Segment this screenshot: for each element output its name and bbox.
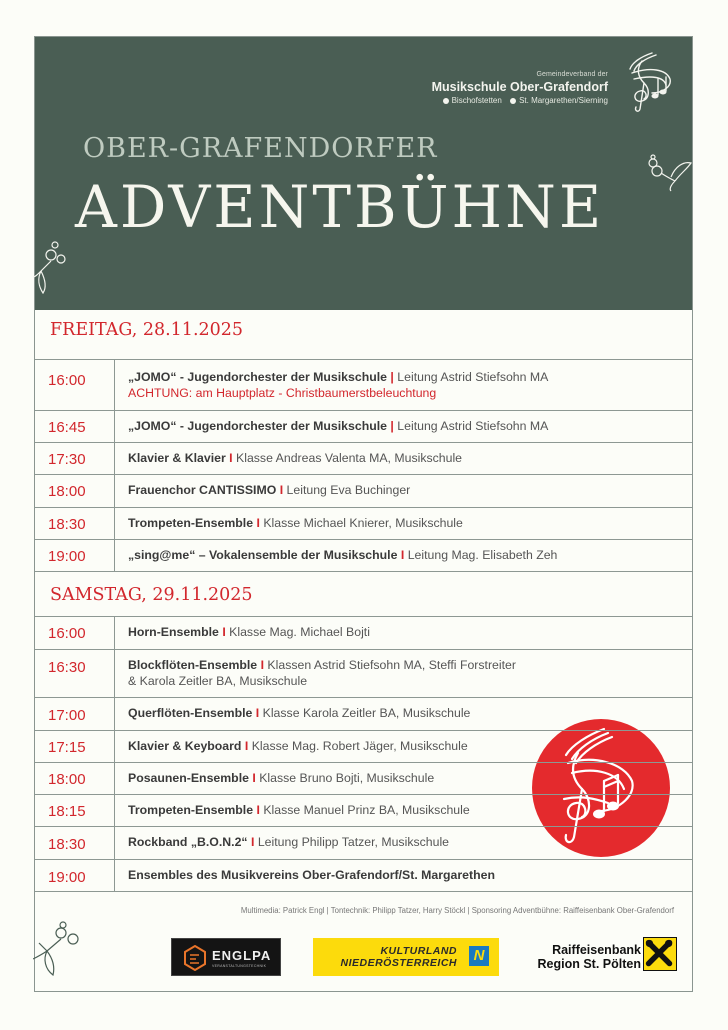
event-name: Frauenchor CANTISSIMO [128, 483, 277, 497]
event-name: „JOMO“ - Jugendorchester der Musikschule [128, 370, 387, 384]
separator: I [251, 835, 255, 849]
raiffeisen-text [538, 943, 641, 971]
table-row [35, 442, 692, 474]
event-time: 19:00 [35, 860, 115, 891]
table-row [35, 507, 692, 539]
event-detail: Klasse Mag. Robert Jäger, Musikschule [251, 739, 468, 753]
event-time: 18:00 [35, 763, 115, 794]
poster-frame [34, 36, 693, 992]
event-time: 17:15 [35, 731, 115, 762]
org-place-2: St. Margarethen/Sierning [519, 96, 608, 105]
event-detail: Klasse Karola Zeitler BA, Musikschule [262, 706, 471, 720]
event-detail: Leitung Mag. Elisabeth Zeh [407, 548, 558, 562]
kulturland-line-1: KULTURLAND [380, 945, 457, 957]
event-description [128, 763, 682, 786]
separator: | [390, 419, 394, 433]
event-detail: Klasse Bruno Bojti, Musikschule [259, 771, 435, 785]
event-time: 18:00 [35, 475, 115, 507]
raiffeisen-line-1: Raiffeisenbank [552, 943, 641, 957]
separator: I [260, 658, 264, 672]
event-name: Trompeten-Ensemble [128, 803, 254, 817]
bullet-icon [443, 98, 449, 104]
event-time: 16:30 [35, 650, 115, 697]
event-name: Horn-Ensemble [128, 625, 219, 639]
event-description [128, 827, 682, 850]
event-time: 18:30 [35, 827, 115, 859]
mistletoe-branch-icon [647, 153, 693, 193]
event-time: 19:00 [35, 540, 115, 571]
table-row [35, 649, 692, 697]
event-description [128, 540, 682, 563]
event-detail: Klasse Andreas Valenta MA, Musikschule [236, 451, 463, 465]
event-detail: Leitung Astrid Stiefsohn MA [397, 419, 549, 433]
kulturland-line-2: NIEDERÖSTERREICH [340, 957, 457, 969]
table-row [35, 762, 692, 794]
bullet-icon [510, 98, 516, 104]
event-detail: Leitung Eva Buchinger [286, 483, 411, 497]
event-description [128, 411, 682, 434]
org-prefix: Gemeindeverband der [536, 71, 608, 78]
event-description [128, 731, 682, 754]
separator: I [256, 803, 260, 817]
event-detail-line-2: & Karola Zeitler BA, Musikschule [128, 674, 308, 688]
event-description [128, 860, 682, 883]
noe-mark-icon: N [469, 946, 489, 966]
table-row [35, 859, 692, 892]
event-name: Klavier & Klavier [128, 451, 226, 465]
event-name: Ensembles des Musikvereins Ober-Grafendorf/St. Margarethen [128, 868, 495, 882]
day-title: SAMSTAG, 29.11.2025 [50, 585, 253, 605]
event-description [128, 650, 682, 689]
event-detail: Klassen Astrid Stiefsohn MA, Steffi Forstreiter [267, 658, 516, 672]
raiffeisen-line-2: Region St. Pölten [537, 957, 641, 971]
event-time: 16:45 [35, 411, 115, 442]
org-places [432, 96, 608, 105]
englpa-tagline: VERANSTALTUNGSTECHNIK [212, 964, 267, 968]
event-description [128, 360, 682, 401]
separator: I [255, 706, 260, 720]
event-detail: Klasse Manuel Prinz BA, Musikschule [263, 803, 470, 817]
table-row [35, 794, 692, 826]
day-title: FREITAG, 28.11.2025 [50, 320, 244, 340]
event-name: Querflöten-Ensemble [128, 706, 253, 720]
table-row [35, 826, 692, 859]
event-detail: Klasse Michael Knierer, Musikschule [263, 516, 463, 530]
table-row [35, 697, 692, 730]
separator: I [279, 483, 284, 497]
separator: I [256, 516, 260, 530]
mistletoe-branch-icon [33, 237, 67, 297]
raiffeisen-gable-cross-icon [643, 937, 677, 971]
event-description [128, 698, 682, 721]
poster-header [35, 37, 692, 310]
separator: I [252, 771, 256, 785]
event-detail: Leitung Astrid Stiefsohn MA [397, 370, 549, 384]
event-time: 16:00 [35, 360, 115, 410]
table-row [35, 539, 692, 572]
event-time: 18:15 [35, 795, 115, 826]
separator: I [229, 451, 233, 465]
table-row [35, 474, 692, 507]
music-school-org [432, 71, 608, 105]
separator: I [222, 625, 226, 639]
sponsor-logo-englpa [171, 938, 281, 976]
englpa-hex-icon [184, 945, 206, 971]
event-time: 17:00 [35, 698, 115, 730]
table-row [35, 359, 692, 410]
event-description [128, 795, 682, 818]
englpa-name: ENGLPA [212, 948, 272, 963]
event-detail: Klasse Mag. Michael Bojti [229, 625, 370, 639]
event-description [128, 475, 682, 498]
page-title: ADVENTBÜHNE [75, 173, 605, 241]
subtitle: OBER-GRAFENDORFER [83, 133, 438, 164]
event-description [128, 508, 682, 531]
separator: I [400, 548, 405, 562]
separator: I [244, 739, 249, 753]
event-name: Posaunen-Ensemble [128, 771, 249, 785]
event-description [128, 617, 682, 640]
music-clef-logo-icon [622, 49, 680, 113]
event-name: Blockflöten-Ensemble [128, 658, 258, 672]
event-time: 17:30 [35, 443, 115, 474]
event-time: 16:00 [35, 617, 115, 649]
event-note: ACHTUNG: am Hauptplatz - Christbaumerstbeleuchtung [128, 386, 437, 400]
org-name: Musikschule Ober-Grafendorf [431, 80, 608, 94]
separator: | [390, 370, 394, 384]
sponsor-logo-kulturland [313, 938, 499, 976]
event-name: Trompeten-Ensemble [128, 516, 254, 530]
org-place-1: Bischofstetten [451, 96, 502, 105]
table-row [35, 410, 692, 442]
event-name: „sing@me“ – Vokalensemble der Musikschule [128, 548, 398, 562]
mistletoe-branch-icon [33, 917, 83, 977]
event-detail: Leitung Philipp Tatzer, Musikschule [257, 835, 450, 849]
credits-line: Multimedia: Patrick Engl | Tontechnik: Philipp Tatzer, Harry Stöckl | Sponsoring Adventbühne: Raiffeisenbank Ober-Grafendorf [240, 906, 674, 915]
day-header-friday [35, 320, 692, 340]
table-row [35, 730, 692, 762]
day-header-saturday [35, 585, 692, 605]
table-row [35, 616, 692, 649]
sponsor-logo-raiffeisen [527, 935, 677, 979]
event-description [128, 443, 682, 466]
kulturland-text [340, 945, 457, 969]
event-name: „JOMO“ - Jugendorchester der Musikschule [128, 419, 387, 433]
event-name: Rockband „B.O.N.2“ [128, 835, 248, 849]
event-name: Klavier & Keyboard [128, 739, 242, 753]
event-time: 18:30 [35, 508, 115, 539]
